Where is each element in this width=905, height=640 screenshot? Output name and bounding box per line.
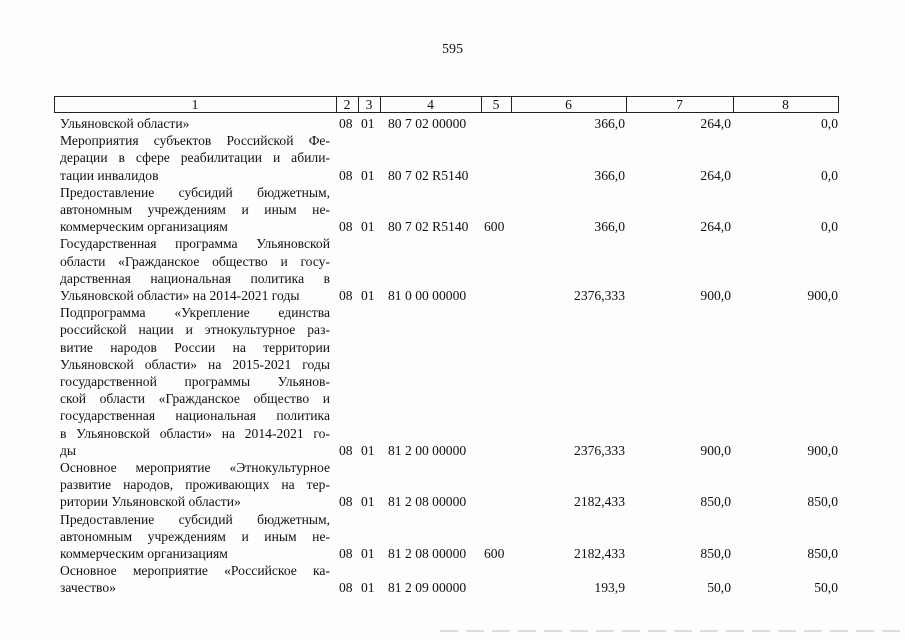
row-cell-c6: 2376,333	[574, 288, 625, 303]
row-name-line: дарственная национальная политика в	[60, 270, 330, 286]
header-cell: 1	[191, 97, 199, 112]
header-cell: 6	[565, 97, 572, 112]
row-cell-c8: 850,0	[807, 546, 838, 561]
row-name-line: в Ульяновской области» на 2014-2021 го-	[60, 425, 330, 441]
row-cell-c2: 08	[339, 580, 353, 596]
row-name-line: Мероприятия субъектов Российской Фе-	[60, 133, 330, 149]
row-cell-c6: 2182,433	[574, 546, 625, 561]
row-cell-c4: 81 0 00 00000	[388, 288, 467, 303]
row-cell-c4: 80 7 02 R5140	[388, 167, 469, 183]
row-name-line: области «Гражданское общество и госу-	[60, 253, 330, 269]
row-name-line: тации инвалидов	[60, 167, 159, 183]
row-name-line: ритории Ульяновской области»	[60, 494, 241, 510]
row-name-line: российской нации и этнокультурное раз-	[60, 322, 330, 338]
row-cell-c6: 193,9	[594, 580, 625, 596]
row-cell-c8: 900,0	[807, 288, 838, 303]
row-cell-c7: 264,0	[700, 167, 731, 183]
row-cell-c2: 08	[339, 116, 353, 131]
row-cell-c2: 08	[339, 442, 353, 458]
header-cell: 8	[782, 97, 789, 112]
row-cell-c6: 2376,333	[574, 442, 625, 458]
row-cell-c2: 08	[339, 167, 353, 183]
row-name-line: Ульяновской области» на 2015-2021 годы	[60, 356, 330, 372]
row-name-line: автономным учреждениям и иным не-	[60, 528, 330, 544]
row-cell-c3: 01	[361, 116, 375, 131]
row-name-line: Ульяновской области» на 2014-2021 годы	[60, 288, 300, 303]
row-name-line: ской области «Гражданское общество и	[60, 391, 330, 407]
row-name-line: Основное мероприятие «Российское ка-	[60, 563, 330, 579]
row-cell-c5: 600	[484, 219, 505, 235]
row-name-line: дерации в сфере реабилитации и абили-	[60, 150, 330, 166]
row-cell-c8: 0,0	[821, 167, 838, 183]
row-cell-c3: 01	[361, 442, 375, 458]
row-cell-c4: 81 2 09 00000	[388, 580, 467, 596]
row-cell-c7: 850,0	[700, 494, 731, 510]
row-name-line: Основное мероприятие «Этнокультурное	[60, 460, 330, 475]
header-column-divider	[838, 96, 839, 113]
row-cell-c8: 50,0	[814, 580, 838, 596]
row-cell-c8: 850,0	[807, 494, 838, 510]
row-name-line: витие народов России на территории	[60, 339, 330, 355]
row-name-line: развитие народов, проживающих на тер-	[60, 477, 330, 493]
row-cell-c4: 80 7 02 00000	[388, 116, 467, 131]
row-cell-c8: 0,0	[821, 116, 838, 131]
row-name-line: коммерческим организациям	[60, 219, 228, 235]
row-cell-c2: 08	[339, 219, 353, 235]
row-cell-c7: 900,0	[700, 442, 731, 458]
row-cell-c2: 08	[339, 288, 353, 303]
row-name-line: ды	[60, 442, 77, 458]
row-cell-c8: 0,0	[821, 219, 838, 235]
row-cell-c7: 900,0	[700, 288, 731, 303]
row-cell-c6: 2182,433	[574, 494, 625, 510]
scan-artifact	[440, 630, 900, 632]
header-cell: 2	[343, 97, 351, 112]
row-name-line: коммерческим организациям	[60, 546, 228, 561]
row-name-line: Государственная программа Ульяновской	[60, 236, 330, 252]
row-name-line: Подпрограмма «Укрепление единства	[60, 305, 330, 321]
row-cell-c8: 900,0	[807, 442, 838, 458]
row-cell-c2: 08	[339, 494, 353, 510]
row-name-line: Ульяновской области»	[60, 116, 190, 131]
row-cell-c4: 81 2 00 00000	[388, 442, 467, 458]
row-cell-c3: 01	[361, 580, 375, 596]
row-name-line: Предоставление субсидий бюджетным,	[60, 184, 330, 200]
row-cell-c6: 366,0	[594, 167, 625, 183]
row-cell-c2: 08	[339, 546, 353, 561]
header-bottom-rule	[54, 112, 838, 113]
row-cell-c6: 366,0	[594, 219, 625, 235]
row-name-line: государственной программы Ульянов-	[60, 374, 330, 389]
row-cell-c5: 600	[484, 546, 505, 561]
row-cell-c3: 01	[361, 288, 375, 303]
row-cell-c7: 50,0	[707, 580, 731, 596]
row-cell-c4: 81 2 08 00000	[388, 546, 467, 561]
row-cell-c3: 01	[361, 219, 375, 235]
header-cell: 4	[427, 97, 434, 112]
row-cell-c3: 01	[361, 494, 375, 510]
row-cell-c4: 81 2 08 00000	[388, 494, 467, 510]
row-name-line: зачество»	[60, 580, 116, 596]
header-cell: 7	[676, 97, 683, 112]
header-cell: 3	[365, 97, 373, 112]
page-number: 595	[442, 42, 463, 57]
row-name-line: автономным учреждениям и иным не-	[60, 202, 330, 217]
row-cell-c6: 366,0	[594, 116, 625, 131]
row-cell-c7: 264,0	[700, 219, 731, 235]
row-cell-c3: 01	[361, 546, 375, 561]
header-cell: 5	[492, 97, 500, 112]
row-cell-c3: 01	[361, 167, 375, 183]
row-cell-c7: 850,0	[700, 546, 731, 561]
row-cell-c4: 80 7 02 R5140	[388, 219, 469, 235]
row-name-line: государственная национальная политика	[60, 408, 330, 424]
row-name-line: Предоставление субсидий бюджетным,	[60, 511, 330, 527]
row-cell-c7: 264,0	[700, 116, 731, 131]
